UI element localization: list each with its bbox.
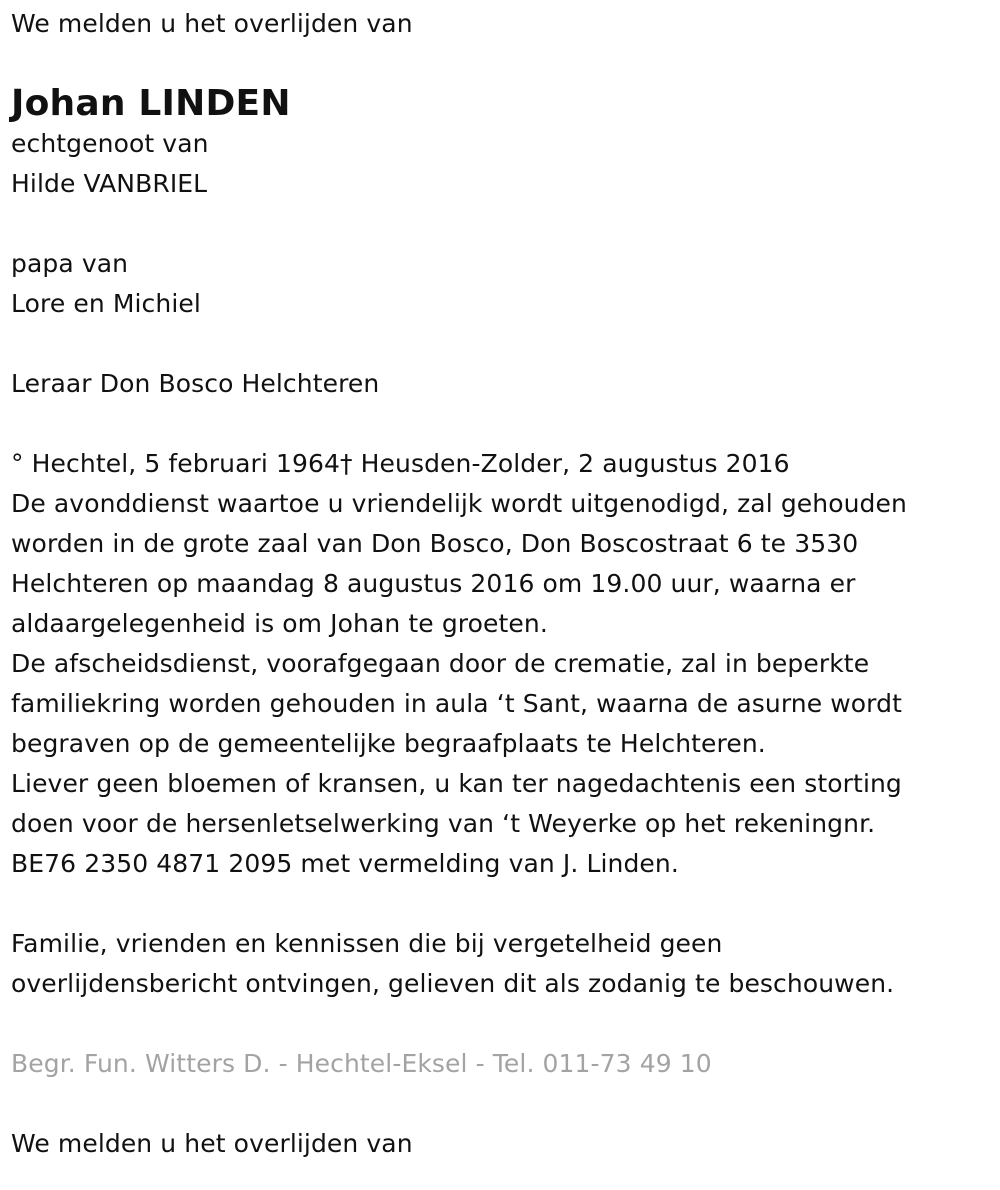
outro-text: We melden u het overlijden van	[11, 1129, 413, 1158]
intro-text: We melden u het overlijden van	[11, 9, 413, 38]
paragraph-line: worden in de grote zaal van Don Bosco, Don Boscostraat 6 te 3530	[11, 529, 859, 558]
death-notice	[11, 4, 986, 1164]
children-label: papa van	[11, 249, 129, 278]
paragraph-line: familiekring worden gehouden in aula ‘t Sant, waarna de asurne wordt	[11, 689, 902, 718]
paragraph-line: Liever geen bloemen of kransen, u kan ter nagedachtenis een storting	[11, 769, 902, 798]
paragraph-line: De afscheidsdienst, voorafgegaan door de crematie, zal in beperkte	[11, 649, 870, 678]
spacer	[11, 204, 986, 244]
spacer	[11, 404, 986, 444]
spacer	[11, 884, 986, 924]
paragraph-line: De avonddienst waartoe u vriendelijk wordt uitgenodigd, zal gehouden	[11, 489, 907, 518]
paragraph-line: doen voor de hersenletselwerking van ‘t Weyerke op het rekeningnr.	[11, 809, 876, 838]
farewell-service-paragraph	[11, 644, 986, 764]
spacer	[11, 1084, 986, 1124]
undertaker-info: Begr. Fun. Witters D. - Hechtel-Eksel - Tel. 011-73 49 10	[11, 1049, 712, 1078]
spouse-label: echtgenoot van	[11, 129, 209, 158]
spacer	[11, 1004, 986, 1044]
paragraph-line: overlijdensbericht ontvingen, gelieven dit als zodanig te beschouwen.	[11, 969, 895, 998]
spouse-name: Hilde VANBRIEL	[11, 169, 208, 198]
paragraph-line: Familie, vrienden en kennissen die bij vergetelheid geen	[11, 929, 723, 958]
paragraph-line: Helchteren op maandag 8 augustus 2016 om 19.00 uur, waarna er	[11, 569, 856, 598]
occupation: Leraar Don Bosco Helchteren	[11, 369, 380, 398]
paragraph-line: aldaargelegenheid is om Johan te groeten.	[11, 609, 548, 638]
evening-service-paragraph	[11, 484, 986, 644]
children-names: Lore en Michiel	[11, 289, 201, 318]
deceased-name: Johan LINDEN	[11, 83, 291, 124]
birth-death-line: ° Hechtel, 5 februari 1964† Heusden-Zolder, 2 augustus 2016	[11, 449, 790, 478]
paragraph-line: begraven op de gemeentelijke begraafplaats te Helchteren.	[11, 729, 766, 758]
spacer	[11, 324, 986, 364]
notice-paragraph	[11, 924, 986, 1004]
paragraph-line: BE76 2350 4871 2095 met vermelding van J. Linden.	[11, 849, 679, 878]
donation-paragraph	[11, 764, 986, 884]
